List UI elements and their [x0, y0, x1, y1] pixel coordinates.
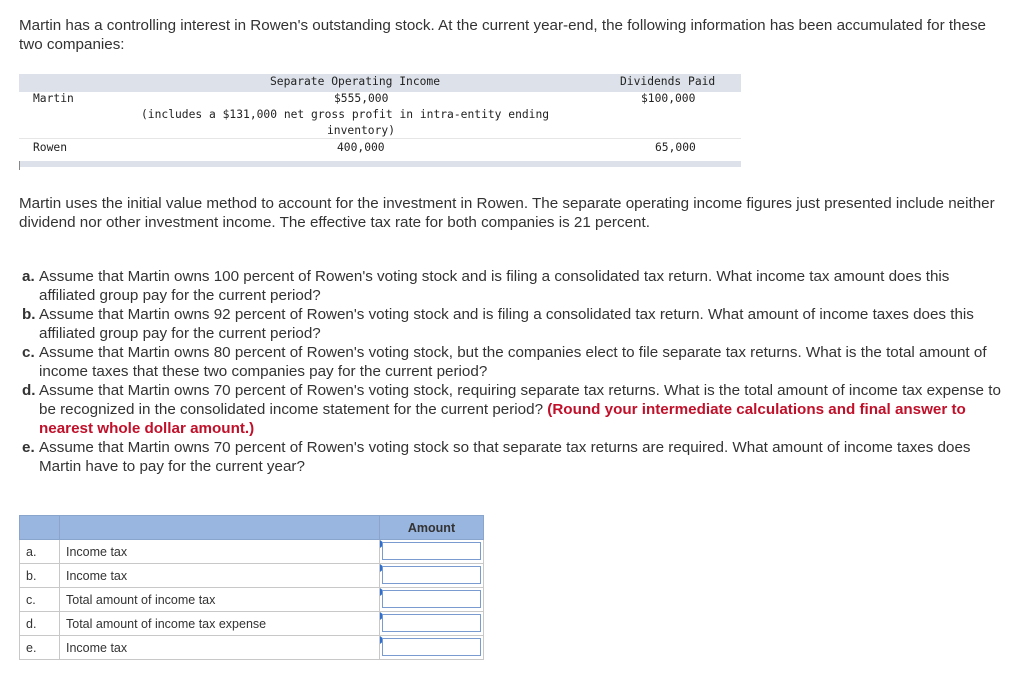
row-rowen-income: 400,000: [337, 141, 385, 154]
method-paragraph: Martin uses the initial value method to account for the investment in Rowen. The separate operating income figures just presented include neither dividend nor other investment income. The effective tax rate for both companies is 21 percent.: [19, 195, 995, 231]
answer-row-e: e. Income tax: [20, 636, 484, 660]
header-income: Separate Operating Income: [270, 75, 441, 88]
header-dividends: Dividends Paid: [620, 75, 716, 88]
row-martin-dividends: $100,000: [641, 92, 696, 105]
row-rowen-company: Rowen: [33, 141, 68, 154]
question-e: e. Assume that Martin owns 70 percent of Rowen's voting stock so that separate tax returns are required. What amount of income taxes does Martin have to pay for the current year?: [22, 439, 971, 475]
question-a: a. Assume that Martin owns 100 percent of Rowen's voting stock and is filing a consolidated tax return. What income tax amount does this affiliated group pay for the current period?: [22, 268, 950, 304]
company-data-table: [19, 74, 741, 170]
answer-input-c[interactable]: [382, 590, 481, 608]
question-b: b. Assume that Martin owns 92 percent of Rowen's voting stock and is filing a consolidated tax return. What amount of income taxes does this affiliated group pay for the current period?: [22, 306, 974, 342]
question-c: c. Assume that Martin owns 80 percent of Rowen's voting stock, but the companies elect to file separate tax returns. What is the total amount of income taxes that these two companies pay for the current period?: [22, 344, 987, 380]
answer-row-d: d. Total amount of income tax expense: [20, 612, 484, 636]
row-martin-income: $555,000: [334, 92, 389, 105]
question-d: d. Assume that Martin owns 70 percent of Rowen's voting stock, requiring separate tax returns. What is the total amount of income tax expense to be recognized in the consolidated income statement for the current period? (Round your intermediate calculations and final answer to nearest whole dollar amount.): [22, 382, 1001, 437]
intro-paragraph: Martin has a controlling interest in Rowen's outstanding stock. At the current year-end, the following information has been accumulated for these two companies:: [19, 17, 986, 53]
row-rowen-dividends: 65,000: [655, 141, 696, 154]
answer-table: [19, 515, 484, 660]
rounding-instruction: (Round your intermediate calculations and final answer to nearest whole dollar amount.): [39, 401, 966, 437]
answer-row-a: a. Income tax: [20, 540, 484, 564]
answer-input-e[interactable]: [382, 638, 481, 656]
row-martin-note2: inventory): [327, 124, 396, 137]
answer-row-b: b. Income tax: [20, 564, 484, 588]
row-martin-note: (includes a $131,000 net gross profit in intra-entity ending: [141, 108, 550, 121]
answer-header-row: [20, 516, 484, 540]
answer-input-b[interactable]: [382, 566, 481, 584]
answer-input-d[interactable]: [382, 614, 481, 632]
questions-list: [22, 267, 1007, 476]
answer-row-c: c. Total amount of income tax: [20, 588, 484, 612]
table-footer-bar: [19, 161, 741, 167]
amount-header: Amount: [380, 516, 484, 540]
answer-input-a[interactable]: [382, 542, 481, 560]
row-martin-company: Martin: [33, 92, 74, 105]
